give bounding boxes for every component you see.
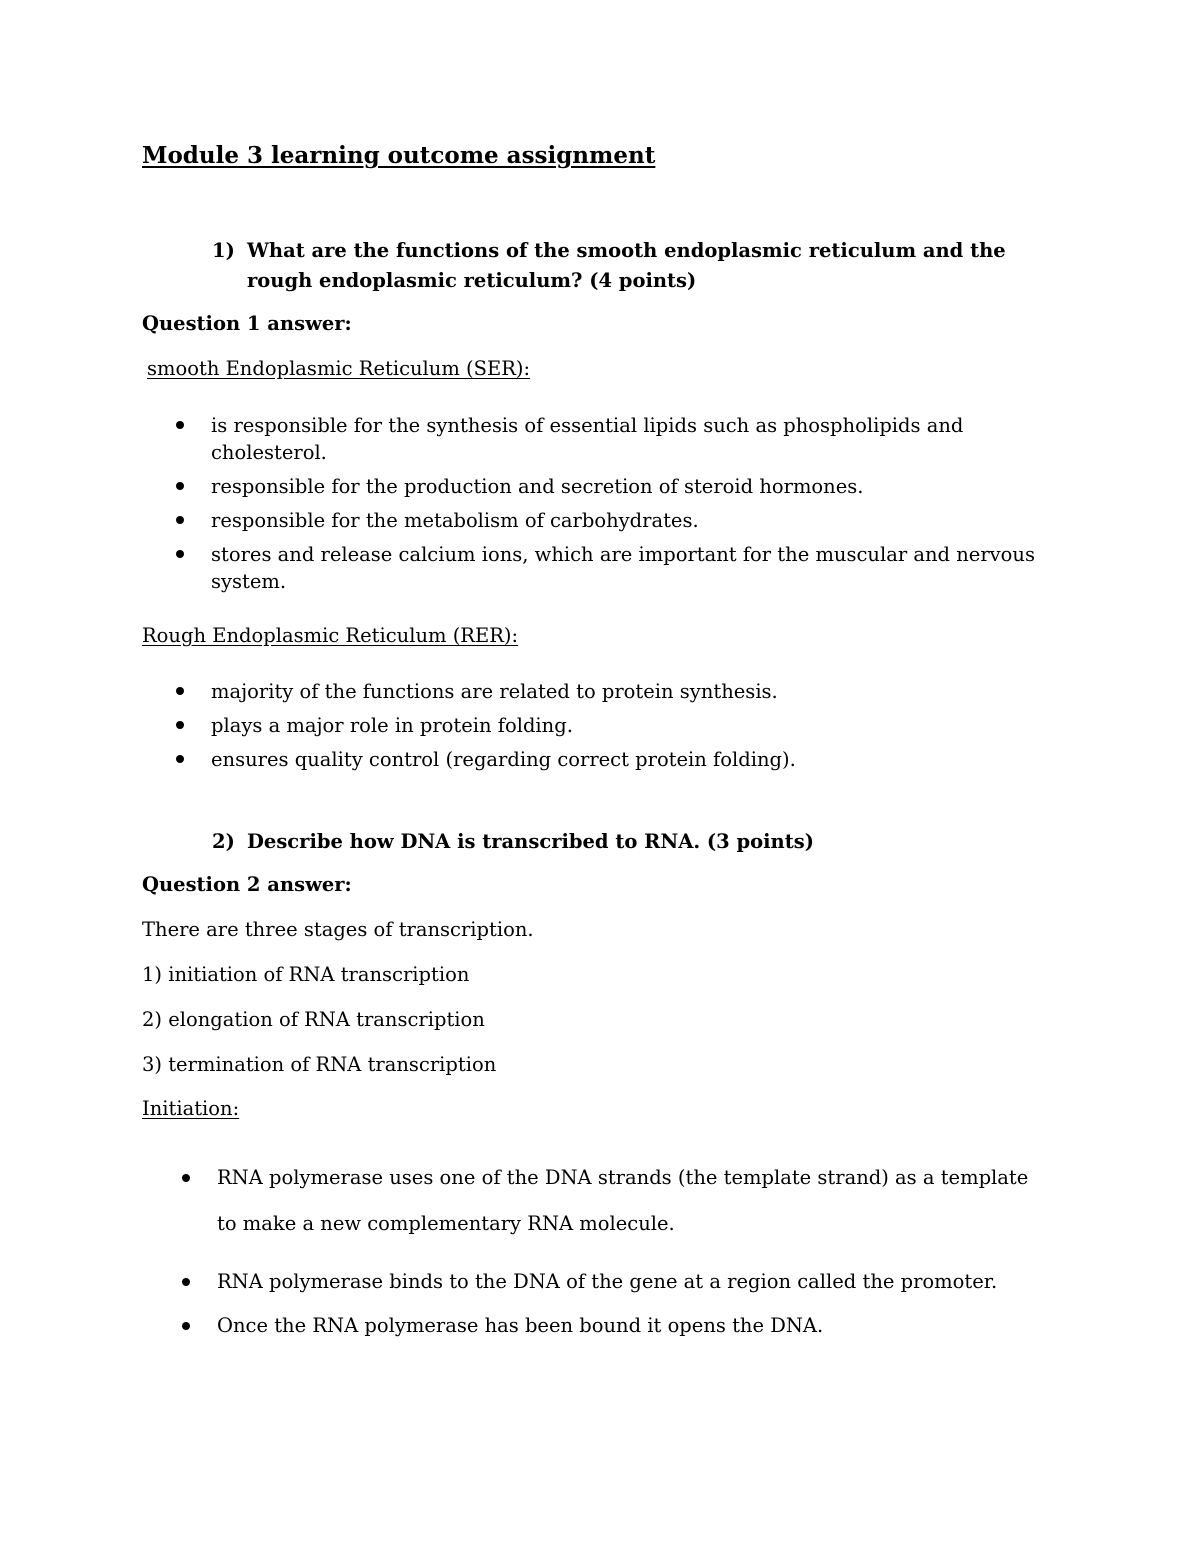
question-1-answer-label: Question 1 answer: xyxy=(142,312,352,335)
transcription-intro: There are three stages of transcription. xyxy=(142,918,534,941)
bullet-icon xyxy=(182,1322,190,1330)
bullet-icon xyxy=(176,482,184,490)
list-item: RNA polymerase uses one of the DNA strands (the template strand) as a template to make a new complementary RNA molecule. xyxy=(140,1155,1040,1247)
initiation-list xyxy=(140,1155,1040,1349)
initiation-heading: Initiation: xyxy=(142,1097,240,1120)
list-item: majority of the functions are related to protein synthesis. xyxy=(140,678,1040,705)
ser-list xyxy=(140,412,1040,602)
bullet-icon xyxy=(176,721,184,729)
rer-heading: Rough Endoplasmic Reticulum (RER): xyxy=(142,624,519,647)
bullet-icon xyxy=(176,516,184,524)
bullet-icon xyxy=(176,550,184,558)
bullet-icon xyxy=(176,755,184,763)
list-item: RNA polymerase binds to the DNA of the gene at a region called the promoter. xyxy=(140,1259,1040,1305)
question-2-answer-label: Question 2 answer: xyxy=(142,873,352,896)
bullet-icon xyxy=(182,1278,190,1286)
question-2-text: Describe how DNA is transcribed to RNA. (3 points) xyxy=(247,830,814,853)
document-title: Module 3 learning outcome assignment xyxy=(142,142,656,169)
list-item: stores and release calcium ions, which are important for the muscular and nervous system. xyxy=(140,541,1040,595)
stage-3: 3) termination of RNA transcription xyxy=(142,1053,497,1076)
bullet-icon xyxy=(176,421,184,429)
bullet-icon xyxy=(176,687,184,695)
list-item: responsible for the production and secretion of steroid hormones. xyxy=(140,473,1040,500)
stage-1: 1) initiation of RNA transcription xyxy=(142,963,470,986)
ser-heading: smooth Endoplasmic Reticulum (SER): xyxy=(147,357,531,380)
list-item: ensures quality control (regarding correct protein folding). xyxy=(140,746,1040,773)
list-item: responsible for the metabolism of carbohydrates. xyxy=(140,507,1040,534)
question-2-number: 2) xyxy=(212,830,235,853)
stage-2: 2) elongation of RNA transcription xyxy=(142,1008,485,1031)
list-item: is responsible for the synthesis of essential lipids such as phospholipids and cholesterol. xyxy=(140,412,1040,466)
list-item: Once the RNA polymerase has been bound it opens the DNA. xyxy=(140,1303,1040,1349)
question-1-number: 1) xyxy=(212,239,235,262)
question-1-text: What are the functions of the smooth endoplasmic reticulum and the rough endoplasmic reticulum? (4 points) xyxy=(247,239,1006,292)
bullet-icon xyxy=(182,1174,190,1182)
list-item: plays a major role in protein folding. xyxy=(140,712,1040,739)
rer-list xyxy=(140,678,1040,780)
